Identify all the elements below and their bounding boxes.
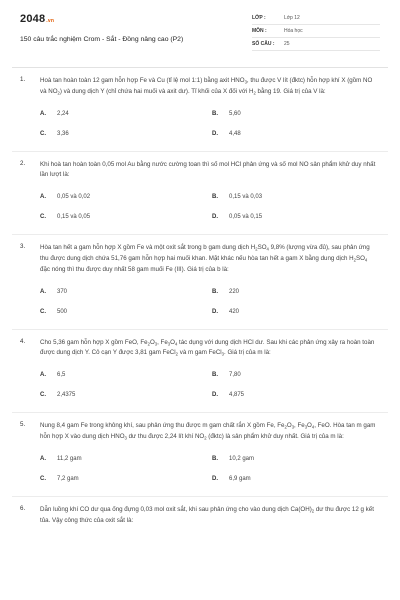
option-text: 0,05 và 0,02 <box>57 194 91 201</box>
option-letter: D. <box>212 475 218 482</box>
question-divider <box>12 151 388 152</box>
option-text: 0,15 và 0,03 <box>229 194 263 201</box>
option-letter: B. <box>212 110 218 117</box>
answer-option[interactable] <box>212 386 372 404</box>
option-letter: D. <box>212 214 218 221</box>
option-text: 0,15 và 0,05 <box>57 214 91 221</box>
meta-value: Hóa học <box>284 28 303 34</box>
option-text: 10,2 gam <box>229 455 255 462</box>
document-title: 150 câu trắc nghiệm Crom - Sắt - Đồng nâng cao (P2) <box>20 36 184 43</box>
question-text: Nung 8,4 gam Fe trong không khí, sau phản ứng thu được m gam chất rắn X gồm Fe, $Fe_2O_3$, $Fe_3O_4$, FeO. Hòa tan m gam hỗn hợp X vào dung dịch $HNO_3$ dư thu được 2,24 lít khí $NO_2$ (đktc) là sản phẩm khử duy nhất. Giá trị của m là: <box>40 422 376 441</box>
meta-value: Lớp 12 <box>284 15 300 21</box>
meta-row-class <box>252 12 380 25</box>
meta-key: SỐ CÂU : <box>252 41 275 47</box>
option-text: 3,36 <box>57 130 69 137</box>
option-text: 370 <box>57 288 68 295</box>
option-text: 220 <box>229 288 240 295</box>
question-item <box>0 243 400 320</box>
option-text: 2,4375 <box>57 392 76 399</box>
answer-options <box>40 366 378 404</box>
answer-option[interactable] <box>212 105 372 123</box>
option-text: 0,05 và 0,15 <box>229 214 263 221</box>
option-letter: D. <box>212 308 218 315</box>
question-item <box>0 76 400 143</box>
question-text: Khi hoà tan hoàn toàn 0,05 mol Au bằng nước cường toan thì số mol HCl phản ứng và số mol NO sản phẩm khử duy nhất lần lượt là: <box>40 160 376 179</box>
meta-value: 25 <box>284 41 290 47</box>
answer-option[interactable] <box>212 208 372 226</box>
option-text: 7,2 gam <box>57 475 79 482</box>
answer-option[interactable] <box>40 450 212 468</box>
option-letter: B. <box>212 194 218 201</box>
answer-option[interactable] <box>212 303 372 321</box>
question-list <box>0 76 400 526</box>
answer-option[interactable] <box>40 208 212 226</box>
question-divider <box>12 234 388 235</box>
answer-option[interactable] <box>212 283 372 301</box>
answer-option[interactable] <box>40 105 212 123</box>
option-letter: B. <box>212 288 218 295</box>
question-divider <box>12 329 388 330</box>
question-text: Hòa tan hết a gam hỗn hợp X gồm Fe và một oxit sắt trong b gam dung dịch $H_2SO_4$ 9,8% (lượng vừa đủ), sau phản ứng thu được dung dịch chứa 51,76 gam hỗn hợp hai muối khan. Mặt khác nếu hòa tan hết a gam X bằng dung dịch $H_2SO_4$ đặc nóng thì thu được duy nhất 58 gam muối Fe (III). Giá trị của b là: <box>40 244 370 273</box>
answer-option[interactable] <box>212 188 372 206</box>
answer-option[interactable] <box>40 125 212 143</box>
option-letter: C. <box>40 308 46 315</box>
question-text: Dẫn luồng khí CO dư qua ống đựng 0,03 mol oxit sắt, khi sau phản ứng cho vào dung dịch $Ca(OH)_2$ dư thu được 12 g kết tủa. Vậy công thức của oxit sắt là: <box>40 505 374 524</box>
question-number: 5. <box>20 421 26 429</box>
answer-option[interactable] <box>40 303 212 321</box>
question-number: 6. <box>20 504 26 512</box>
question-text: Cho 5,36 gam hỗn hợp X gồm FeO, $Fe_2O_3$, $Fe_3O_4$ tác dụng với dung dịch HCl dư. Sau khi các phản ứng xảy ra hoàn toàn được dung dịch Y. Cô cạn Y được 3,81 gam FeCl$_2$ và m gam FeCl$_3$. Giá trị của m là: <box>40 338 375 357</box>
option-letter: C. <box>40 392 46 399</box>
meta-key: MÔN : <box>252 28 267 34</box>
option-text: 2,24 <box>57 110 69 117</box>
option-text: 7,80 <box>229 372 241 379</box>
question-number: 3. <box>20 243 26 251</box>
option-letter: B. <box>212 372 218 379</box>
answer-option[interactable] <box>40 386 212 404</box>
option-letter: A. <box>40 455 46 462</box>
option-text: 4,48 <box>229 130 241 137</box>
logo-suffix: .vn <box>46 18 55 24</box>
option-letter: C. <box>40 214 46 221</box>
option-letter: B. <box>212 455 218 462</box>
answer-option[interactable] <box>40 470 212 488</box>
answer-options <box>40 450 378 488</box>
header-divider <box>12 67 388 68</box>
option-text: 420 <box>229 308 240 315</box>
option-letter: C. <box>40 130 46 137</box>
question-divider <box>12 496 388 497</box>
question-item <box>0 160 400 227</box>
question-number: 2. <box>20 159 26 167</box>
question-item <box>0 505 400 527</box>
answer-option[interactable] <box>40 188 212 206</box>
option-text: 5,60 <box>229 110 241 117</box>
option-letter: A. <box>40 110 46 117</box>
document-meta <box>252 12 380 51</box>
answer-option[interactable] <box>40 366 212 384</box>
option-text: 4,875 <box>229 392 245 399</box>
answer-option[interactable] <box>212 450 372 468</box>
option-letter: A. <box>40 288 46 295</box>
option-text: 6,5 <box>57 372 66 379</box>
question-item <box>0 421 400 488</box>
logo-text: 2048 <box>20 13 46 25</box>
option-letter: C. <box>40 475 46 482</box>
option-text: 11,2 gam <box>57 455 82 462</box>
answer-option[interactable] <box>40 283 212 301</box>
question-text: Hoà tan hoàn toàn 12 gam hỗn hợp Fe và Cu (tỉ lệ mol 1:1) bằng axit $HNO_3$, thu được V lít (đktc) hỗn hợp khí X (gồm NO và $NO_2$) và dung dịch Y (chỉ chứa hai muối và axit dư). Tỉ khối của X đối với $H_2$ bằng 19. Giá trị của V là: <box>40 77 373 96</box>
meta-row-count <box>252 38 380 51</box>
answer-options <box>40 105 378 143</box>
option-text: 6,9 gam <box>229 475 251 482</box>
site-logo[interactable] <box>20 13 54 25</box>
option-letter: A. <box>40 372 46 379</box>
option-text: 500 <box>57 308 68 315</box>
question-divider <box>12 412 388 413</box>
answer-option[interactable] <box>212 470 372 488</box>
answer-options <box>40 283 378 321</box>
meta-row-subject <box>252 25 380 38</box>
meta-key: LỚP : <box>252 15 266 21</box>
question-number: 1. <box>20 76 26 83</box>
question-number: 4. <box>20 337 26 345</box>
question-item <box>0 338 400 405</box>
option-letter: D. <box>212 130 218 137</box>
answer-option[interactable] <box>212 125 372 143</box>
page-header <box>0 0 400 72</box>
answer-options <box>40 188 378 226</box>
option-letter: A. <box>40 194 46 201</box>
answer-option[interactable] <box>212 366 372 384</box>
option-letter: D. <box>212 392 218 399</box>
